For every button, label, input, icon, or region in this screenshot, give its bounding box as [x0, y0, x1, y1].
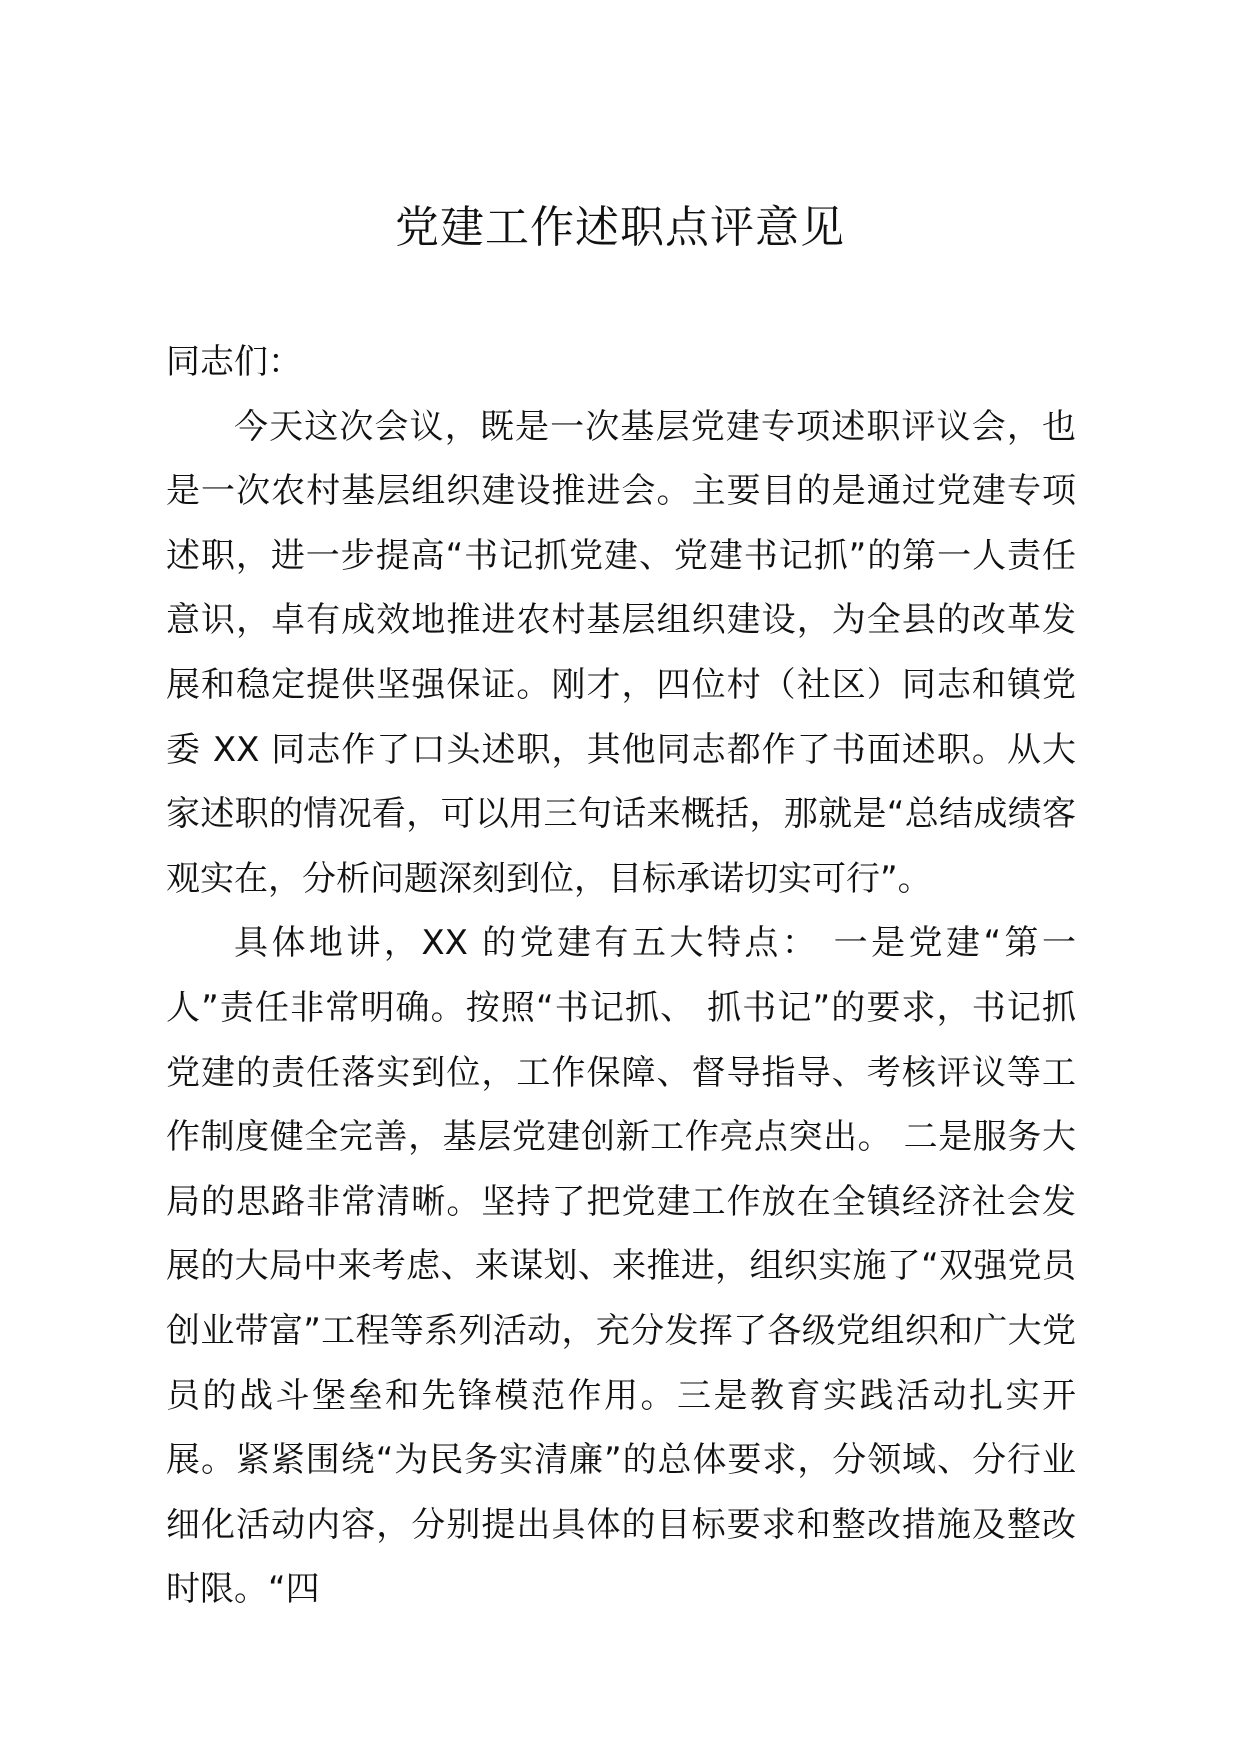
paragraph-2: 具体地讲，XX 的党建有五大特点： 一是党建“第一人”责任非常明确。按照“书记抓、 抓书记”的要求，书记抓党建的责任落实到位，工作保障、督导指导、考核评议等工作制度健全完善，基层党建创新工作亮点突出。 二是服务大局的思路非常清晰。坚持了把党建工作放在全镇经济社会发展的大局中来考虑、来谋划、来推进，组织实施了“双强党员创业带富”工程等系列活动，充分发挥了各级党组织和广大党员的战斗堡垒和先锋模范作用。三是教育实践活动扎实开展。紧紧围绕“为民务实清廉”的总体要求，分领域、分行业细化活动内容，分别提出具体的目标要求和整改措施及整改时限。“四 [166, 923, 1076, 1610]
document-body [166, 330, 1076, 1622]
document-title: 党建工作述职点评意见 [395, 202, 845, 253]
salutation: 同志们： [166, 342, 302, 382]
paragraph-1: 今天这次会议，既是一次基层党建专项述职评议会，也是一次农村基层组织建设推进会。主要目的是通过党建专项述职，进一步提高“书记抓党建、党建书记抓”的第一人责任意识，卓有成效地推进农村基层组织建设，为全县的改革发展和稳定提供坚强保证。刚才，四位村（社区）同志和镇党委 XX 同志作了口头述职，其他同志都作了书面述职。从大家述职的情况看，可以用三句话来概括，那就是“总结成绩客观实在，分析问题深刻到位，目标承诺切实可行”。 [166, 406, 1076, 899]
